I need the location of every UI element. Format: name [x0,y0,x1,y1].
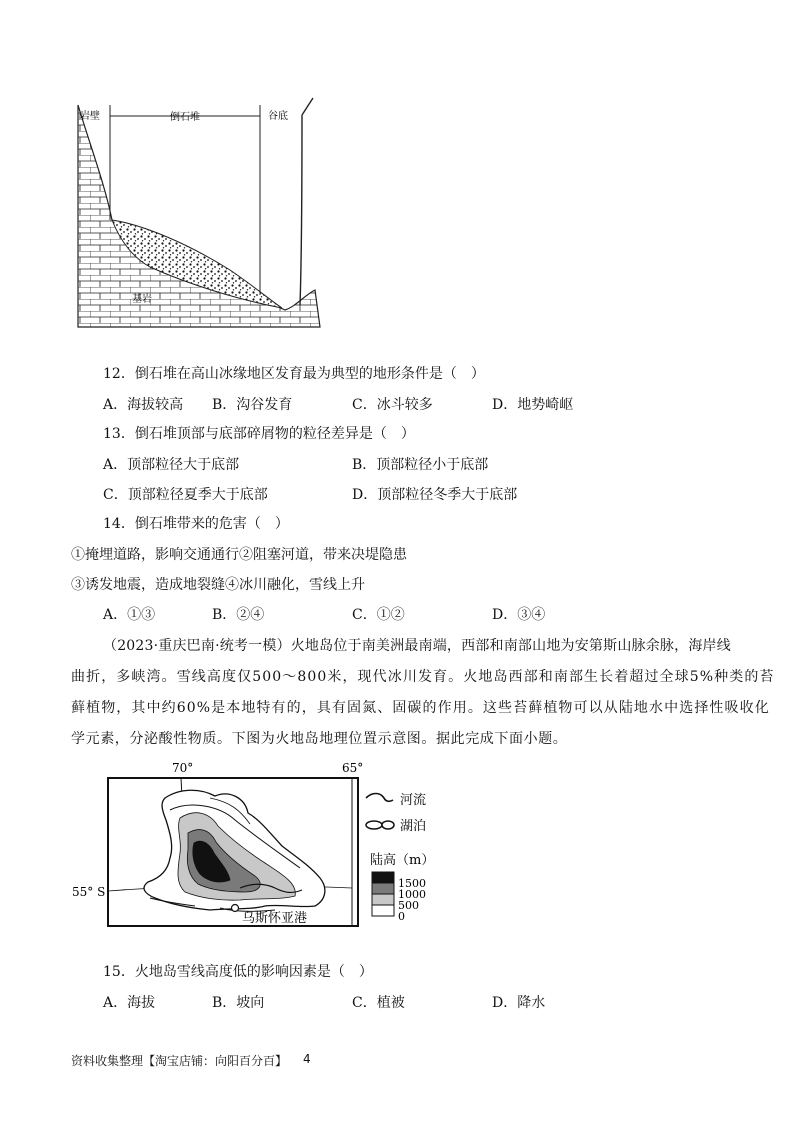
q15-option-c[interactable]: C．植被 [352,995,405,1011]
legend-tick-0: 0 [398,910,405,923]
q14-option-a[interactable]: A．①③ [103,607,156,623]
q12-option-d[interactable]: D．地势崎岖 [492,397,574,413]
port-marker [232,905,239,912]
passage-line-4: 学元素，分泌酸性物质。下图为火地岛地理位置示意图。据此完成下面小题。 [71,731,568,747]
legend-elevation-title: 陆高（m） [370,853,435,868]
lon-label-70: 70° [172,761,194,775]
tierra-del-fuego-map [70,758,470,930]
q14-option-d[interactable]: D．③④ [492,607,546,623]
talus-diagram [70,95,340,330]
passage-line-1: （2023·重庆巴南·统考一模）火地岛位于南美洲最南端，西部和南部山地为安第斯山脉余脉，海岸线 [103,638,731,654]
page-number: 4 [303,1052,311,1066]
question-15-stem: 15．火地岛雪线高度低的影响因素是（ ） [103,964,373,980]
q15-option-d[interactable]: D．降水 [492,995,546,1011]
q14-option-b[interactable]: B．②④ [212,607,265,623]
q12-option-b[interactable]: B．沟谷发育 [212,397,293,413]
q12-option-a[interactable]: A．海拔较高 [103,397,184,413]
legend-lake-label: 湖泊 [400,819,427,834]
lake-legend-icon [366,821,394,829]
q15-option-a[interactable]: A．海拔 [103,995,156,1011]
label-valley: 谷底 [268,111,288,122]
q13-option-b[interactable]: B．顶部粒径小于底部 [352,457,489,473]
label-bedrock: 基岩 [132,294,152,305]
q14-statement-line-1: ①掩埋道路，影响交通通行②阻塞河道，带来决堤隐患 [71,547,407,563]
label-talus: 倒石堆 [170,112,200,123]
q13-option-c[interactable]: C．顶部粒径夏季大于底部 [103,487,268,503]
lon-label-65: 65° [342,761,364,775]
lat-label-55s: 55° S [72,885,106,899]
valley-wall [300,98,313,305]
question-12-stem: 12．倒石堆在高山冰缘地区发育最为典型的地形条件是（ ） [103,366,485,382]
question-13-stem: 13．倒石堆顶部与底部碎屑物的粒径差异是（ ） [103,426,415,442]
q14-statement-line-2: ③诱发地震，造成地裂缝④冰川融化，雪线上升 [71,577,365,593]
label-cliff: 岩壁 [80,111,100,122]
port-label: 乌斯怀亚港 [242,911,308,926]
legend-tick-1000: 1000 [398,888,426,901]
q14-option-c[interactable]: C．①② [352,607,405,623]
passage-line-2: 曲折，多峡湾。雪线高度仅500～800米，现代冰川发育。火地岛西部和南部生长着超过全球5%种类的苔 [71,669,775,685]
legend-tick-1500: 1500 [398,877,426,890]
q13-option-a[interactable]: A．顶部粒径大于底部 [103,457,240,473]
q15-option-b[interactable]: B．坡向 [212,995,265,1011]
legend-river-label: 河流 [400,793,427,808]
river-legend-icon [366,794,393,802]
bedrock [78,105,320,327]
question-14-stem: 14．倒石堆带来的危害（ ） [103,516,289,532]
map-legend [366,792,434,923]
q13-option-d[interactable]: D．顶部粒径冬季大于底部 [352,487,518,503]
legend-tick-500: 500 [398,899,419,912]
q12-option-c[interactable]: C．冰斗较多 [352,397,433,413]
passage-line-3: 藓植物，其中约60%是本地特有的，具有固氮、固碳的作用。这些苔藓植物可以从陆地水中选择性吸收化 [71,700,770,716]
footer-source: 资料收集整理【淘宝店铺：向阳百分百】 [71,1054,288,1068]
